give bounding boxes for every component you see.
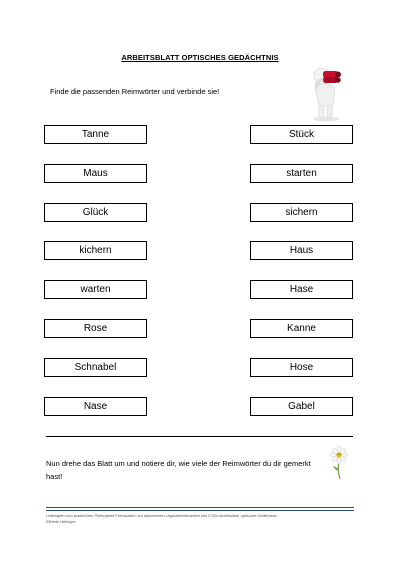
- right-word-box-4[interactable]: Haus: [250, 241, 353, 260]
- right-word-box-5[interactable]: Hase: [250, 280, 353, 299]
- left-word-box-2[interactable]: Maus: [44, 164, 147, 183]
- footer-rule-top: [46, 507, 354, 508]
- right-word-box-2[interactable]: starten: [250, 164, 353, 183]
- left-word-box-3[interactable]: Glück: [44, 203, 147, 222]
- flower-icon: [328, 446, 350, 480]
- right-word-box-8[interactable]: Gabel: [250, 397, 353, 416]
- right-word-box-1[interactable]: Stück: [250, 125, 353, 144]
- divider-line: [46, 436, 353, 437]
- instruction-text: Finde die passenden Reimwörter und verbinde sie!: [50, 87, 220, 96]
- left-word-box-4[interactable]: kichern: [44, 241, 147, 260]
- figure-with-binoculars-icon: [305, 66, 347, 122]
- left-word-box-7[interactable]: Schnabel: [44, 358, 147, 377]
- footer-rule-bottom: [46, 510, 354, 511]
- right-word-box-3[interactable]: sichern: [250, 203, 353, 222]
- left-word-box-1[interactable]: Tanne: [44, 125, 147, 144]
- right-word-box-6[interactable]: Kanne: [250, 319, 353, 338]
- footer: [46, 513, 356, 525]
- left-word-box-6[interactable]: Rose: [44, 319, 147, 338]
- left-word-box-5[interactable]: warten: [44, 280, 147, 299]
- right-word-box-7[interactable]: Hose: [250, 358, 353, 377]
- note-text: Nun drehe das Blatt um und notiere dir, wie viele der Reimwörter du dir gemerkt hast!: [46, 459, 311, 481]
- footer-source-text: Unterlagen zum praktischen Prüfungsteil Fernstudium zur diplomierten Legasthenietrainerin des EÖDL/Arbeitsblatt_optischer Gedächtnis: [46, 514, 277, 518]
- left-word-box-8[interactable]: Nase: [44, 397, 147, 416]
- page-title: ARBEITSBLATT OPTISCHES GEDÄCHTNIS: [121, 53, 279, 62]
- footer-author-text: Elfriede Hiltzinger: [46, 520, 76, 524]
